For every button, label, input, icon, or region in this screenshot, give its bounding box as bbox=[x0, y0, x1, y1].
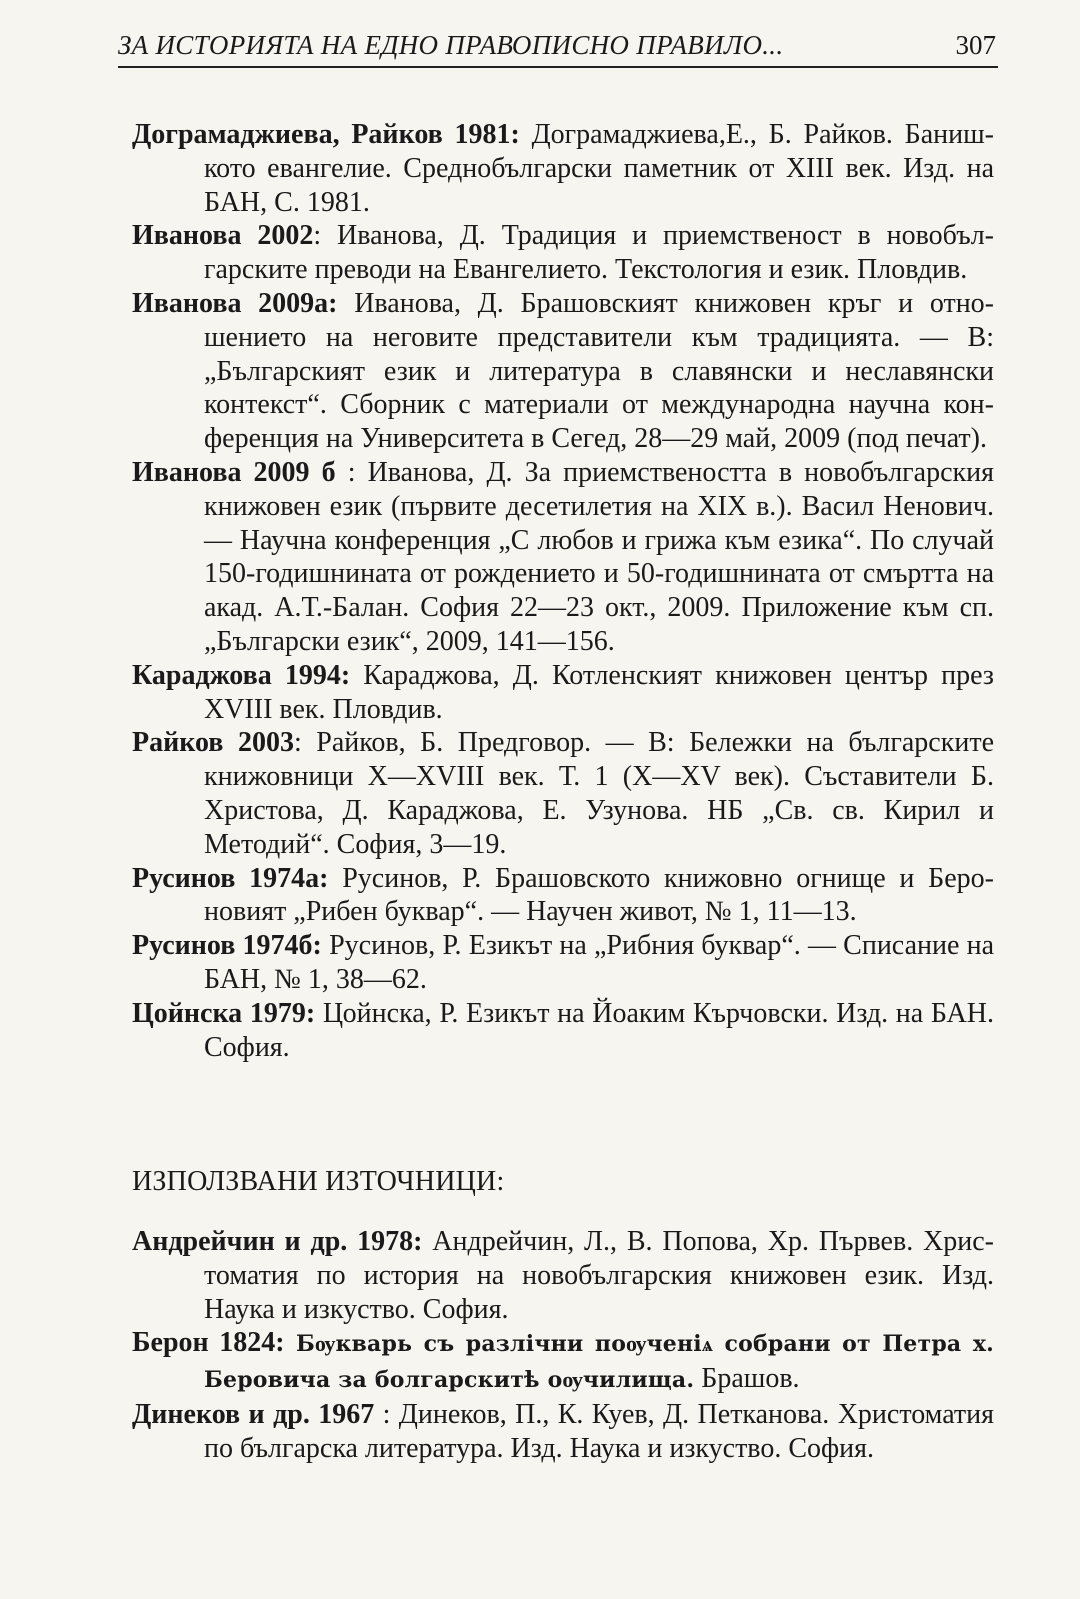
entry-text: Цойнска, Р. Езикът на Йоаким Кърчовски. Изд. на БАН. София. bbox=[204, 997, 994, 1063]
old-script-title: Бѹкварь съ разлічни поѹченіѧ собрани от Петра х. Беровича за болгарскитѣ оѹчилища. bbox=[204, 1331, 994, 1394]
bibliography-entry bbox=[132, 287, 994, 456]
entry-key: Динеков и др. 1967 bbox=[132, 1398, 375, 1430]
bibliography-entry bbox=[132, 726, 994, 861]
entry-key: Андрейчин и др. 1978: bbox=[132, 1226, 423, 1257]
bibliography-entry bbox=[132, 118, 994, 219]
entry-text: Караджова, Д. Котленският книжовен център през XVIII век. Пловдив. bbox=[204, 659, 994, 725]
entry-text: Брашов. bbox=[694, 1363, 800, 1395]
entry-key: Иванова 2009 б bbox=[132, 456, 336, 488]
entry-text: : Райков, Б. Предговор. — В: Бележки на българските книжовници X—XVIII век. Т. 1 (X—XV век). Съставители Б. Христова, Д. Караджова, Е. Узунова. НБ „Св. св. Кирил и Методий“. София, 3—19. bbox=[204, 727, 994, 860]
bibliography-entry bbox=[132, 659, 994, 727]
entry-key: Караджова 1994: bbox=[132, 659, 351, 691]
running-title: ЗА ИСТОРИЯТА НА ЕДНО ПРАВОПИСНО ПРАВИЛО... bbox=[118, 30, 784, 60]
bibliography-entry bbox=[132, 456, 994, 659]
bibliography-list bbox=[132, 118, 994, 1064]
bibliography-entry bbox=[132, 997, 994, 1065]
entry-text: Русинов, Р. Брашовското книжовно огнище и Бероновият „Рибен буквар“. — Научен живот, № 1, 11—13. bbox=[204, 862, 994, 928]
source-entry bbox=[132, 1225, 994, 1326]
sources-list bbox=[132, 1225, 994, 1466]
source-entry bbox=[132, 1326, 994, 1398]
entry-text: Андрейчин, Л., В. Попова, Хр. Първев. Христоматия по история на новобългарския книжовен език. Изд. Наука и изкуство. София. bbox=[204, 1226, 994, 1325]
entry-key: Дограмаджиева, Райков 1981: bbox=[132, 119, 520, 150]
source-entry bbox=[132, 1398, 994, 1466]
entry-key: Иванова 2009а: bbox=[132, 287, 338, 319]
entry-key: Русинов 1974б: bbox=[132, 930, 322, 962]
entry-key: Иванова 2002 bbox=[132, 220, 314, 252]
entry-text: : Иванова, Д. Традиция и приемственост в новобългарските преводи на Евангелието. Текстология и език. Пловдив. bbox=[204, 220, 994, 286]
entry-text: Иванова, Д. Брашовският книжовен кръг и отношението на неговите представители към традицията. — В: „Българският език и литература в славянски и неславянски контекст“. Сборник с материали от международна научна конференция на Университета в Сегед, 28—29 май, 2009 (под печат). bbox=[204, 287, 994, 455]
bibliography-entry bbox=[132, 929, 994, 997]
entry-key: Райков 2003 bbox=[132, 727, 294, 759]
entry-key: Берон 1824: bbox=[132, 1327, 285, 1359]
bibliography-entry bbox=[132, 219, 994, 287]
entry-key: Русинов 1974а: bbox=[132, 862, 329, 894]
entry-text: Русинов, Р. Езикът на „Рибния буквар“. — Списание на БАН, № 1, 38—62. bbox=[204, 930, 995, 995]
page-number: 307 bbox=[955, 30, 996, 60]
sources-heading: ИЗПОЛЗВАНИ ИЗТОЧНИЦИ: bbox=[132, 1166, 505, 1197]
entry-text: : Иванова, Д. За приемствеността в новобългарския книжовен език (първите десетилетия на XIX в.). Васил Ненович. — Научна конференция „С любов и грижа към езика“. По случай 150-годишнината от рождението и 50-годишнината от смъртта на акад. А.Т.-Балан. София 22—23 окт., 2009. Приложение към сп. „Български език“, 2009, 141—156. bbox=[204, 456, 994, 657]
entry-text: Дограмаджиева,Е., Б. Райков. Банишкото евангелие. Среднобългарски паметник от XIII век. Изд. на БАН, С. 1981. bbox=[204, 119, 994, 218]
running-header bbox=[118, 26, 998, 68]
entry-key: Цойнска 1979: bbox=[132, 997, 316, 1029]
entry-text: : Динеков, П., К. Куев, Д. Петканова. Христоматия по българска литература. Изд. Наука и изкуство. София. bbox=[204, 1398, 994, 1464]
bibliography-entry bbox=[132, 862, 994, 930]
